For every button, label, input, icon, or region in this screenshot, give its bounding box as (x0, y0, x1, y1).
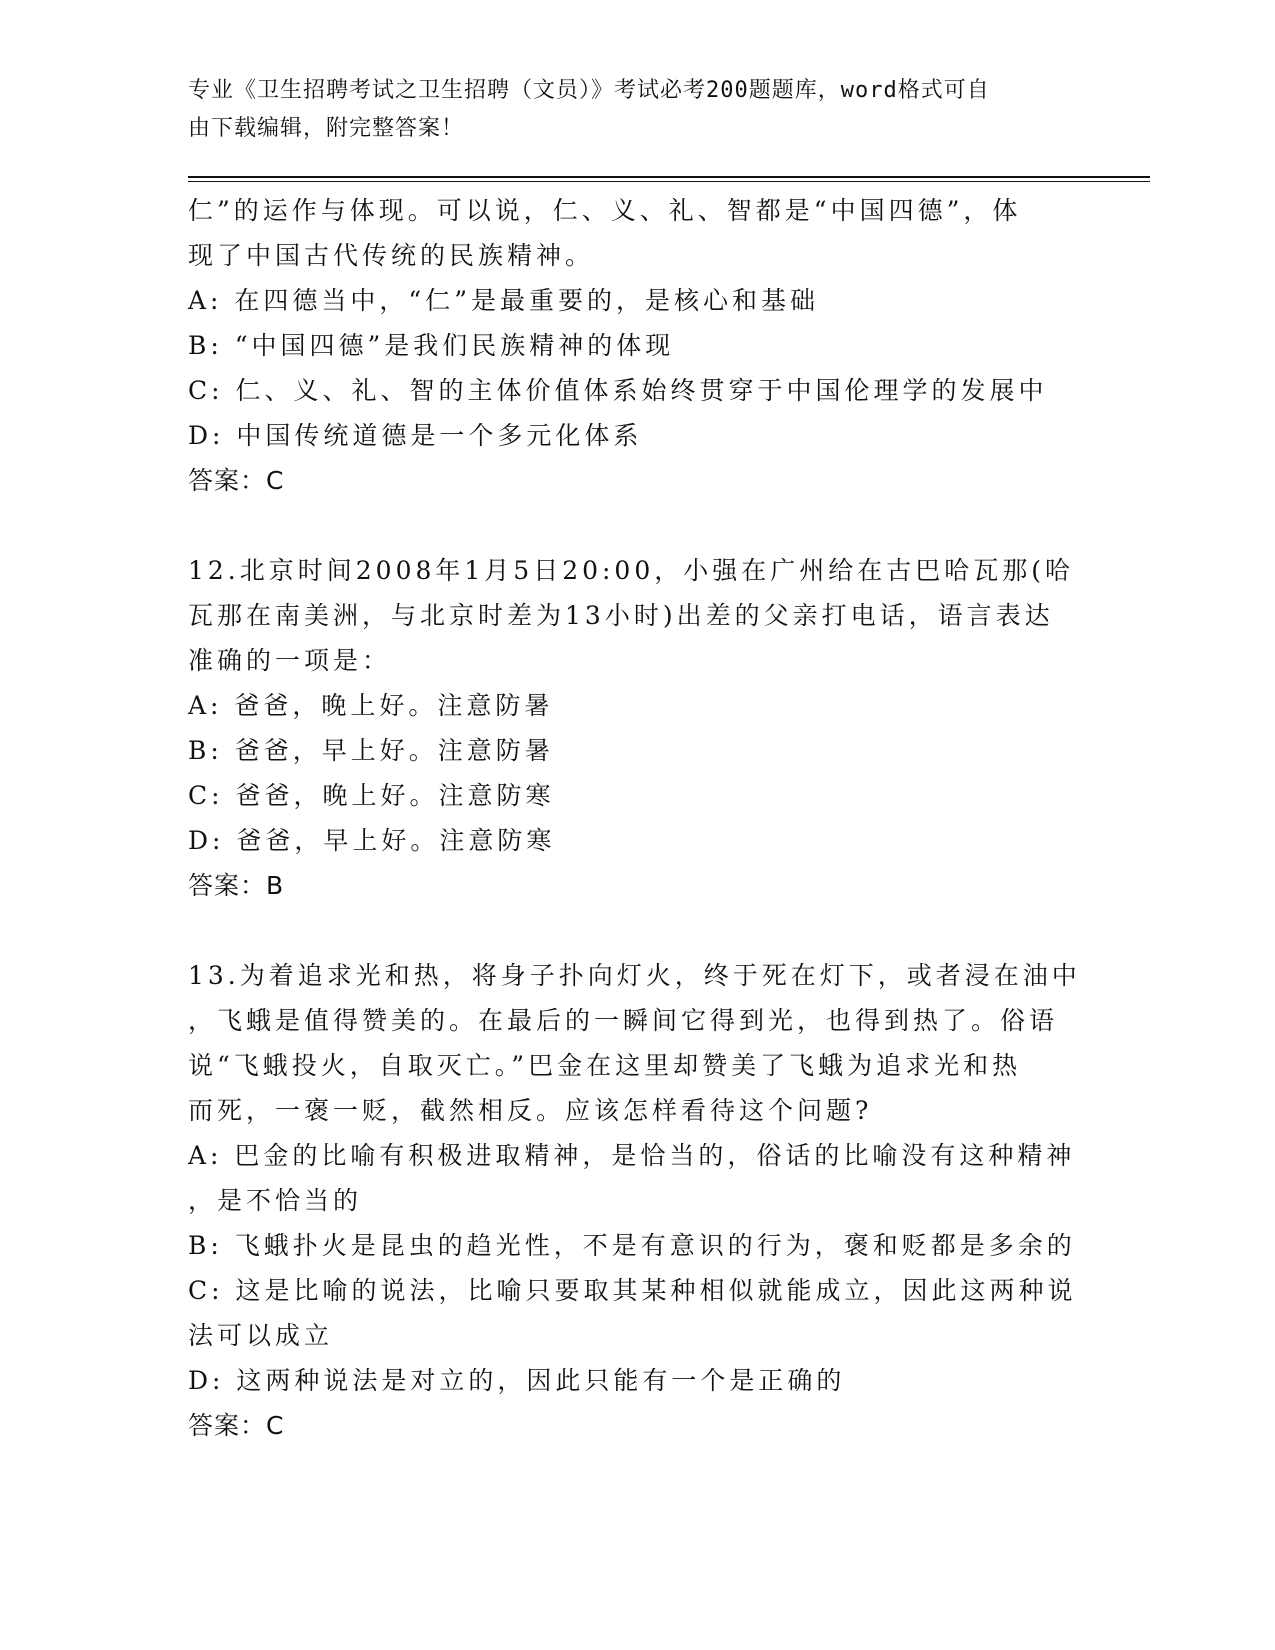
question-13 (188, 953, 1088, 1448)
header-divider-thick (188, 176, 1150, 178)
option-a: A: 在四德当中，“仁”是最重要的，是核心和基础 (188, 286, 819, 315)
option-c: C: 仁、义、礼、智的主体价值体系始终贯穿于中国伦理学的发展中 (188, 376, 1048, 405)
option-d: D: 爸爸，早上好。注意防寒 (188, 826, 556, 855)
option-d: D: 这两种说法是对立的，因此只能有一个是正确的 (188, 1366, 846, 1395)
spacer (188, 908, 1088, 953)
answer-line: 答案：C (188, 466, 285, 495)
question-stem-line: 准确的一项是： (188, 646, 392, 675)
header-title-line-2: 由下载编辑，附完整答案！ (188, 116, 465, 141)
question-stem-line: ，飞蛾是值得赞美的。在最后的一瞬间它得到光，也得到热了。俗语 (188, 1006, 1059, 1035)
option-d: D: 中国传统道德是一个多元化体系 (188, 421, 643, 450)
answer-line: 答案：C (188, 1411, 285, 1440)
question-stem-line: 仁”的运作与体现。可以说，仁、义、礼、智都是“中国四德”，体 (188, 196, 1022, 225)
document-body (188, 188, 1088, 1448)
question-stem-line: 现了中国古代传统的民族精神。 (188, 241, 595, 270)
question-stem-line: 13.为着追求光和热，将身子扑向灯火，终于死在灯下，或者浸在油中 (188, 961, 1081, 990)
header-divider-thin (188, 181, 1150, 182)
question-stem-line: 瓦那在南美洲，与北京时差为13小时)出差的父亲打电话，语言表达 (188, 601, 1054, 630)
question-11-continuation (188, 188, 1088, 503)
document-header (188, 72, 1068, 148)
option-b: B: 飞蛾扑火是昆虫的趋光性，不是有意识的行为，褒和贬都是多余的 (188, 1231, 1076, 1260)
option-a: A: 巴金的比喻有积极进取精神，是恰当的，俗话的比喻没有这种精神 (188, 1141, 1076, 1170)
question-stem-line: 12.北京时间2008年1月5日20:00，小强在广州给在古巴哈瓦那(哈 (188, 556, 1074, 585)
question-stem-line: 说“飞蛾投火，自取灭亡。”巴金在这里却赞美了飞蛾为追求光和热 (188, 1051, 1022, 1080)
question-12 (188, 548, 1088, 908)
option-c: C: 这是比喻的说法，比喻只要取其某种相似就能成立，因此这两种说 (188, 1276, 1077, 1305)
option-c: C: 爸爸，晚上好。注意防寒 (188, 781, 555, 810)
answer-line: 答案：B (188, 871, 285, 900)
option-a: A: 爸爸，晚上好。注意防暑 (188, 691, 554, 720)
option-b: B: 爸爸，早上好。注意防暑 (188, 736, 554, 765)
question-stem-line: 而死，一褒一贬，截然相反。应该怎样看待这个问题? (188, 1096, 873, 1125)
spacer (188, 503, 1088, 548)
option-a-continued: ，是不恰当的 (188, 1186, 363, 1215)
option-c-continued: 法可以成立 (188, 1321, 334, 1350)
option-b: B: “中国四德”是我们民族精神的体现 (188, 331, 675, 360)
header-title-line-1: 专业《卫生招聘考试之卫生招聘（文员）》考试必考200题题库，word格式可自 (188, 78, 990, 103)
